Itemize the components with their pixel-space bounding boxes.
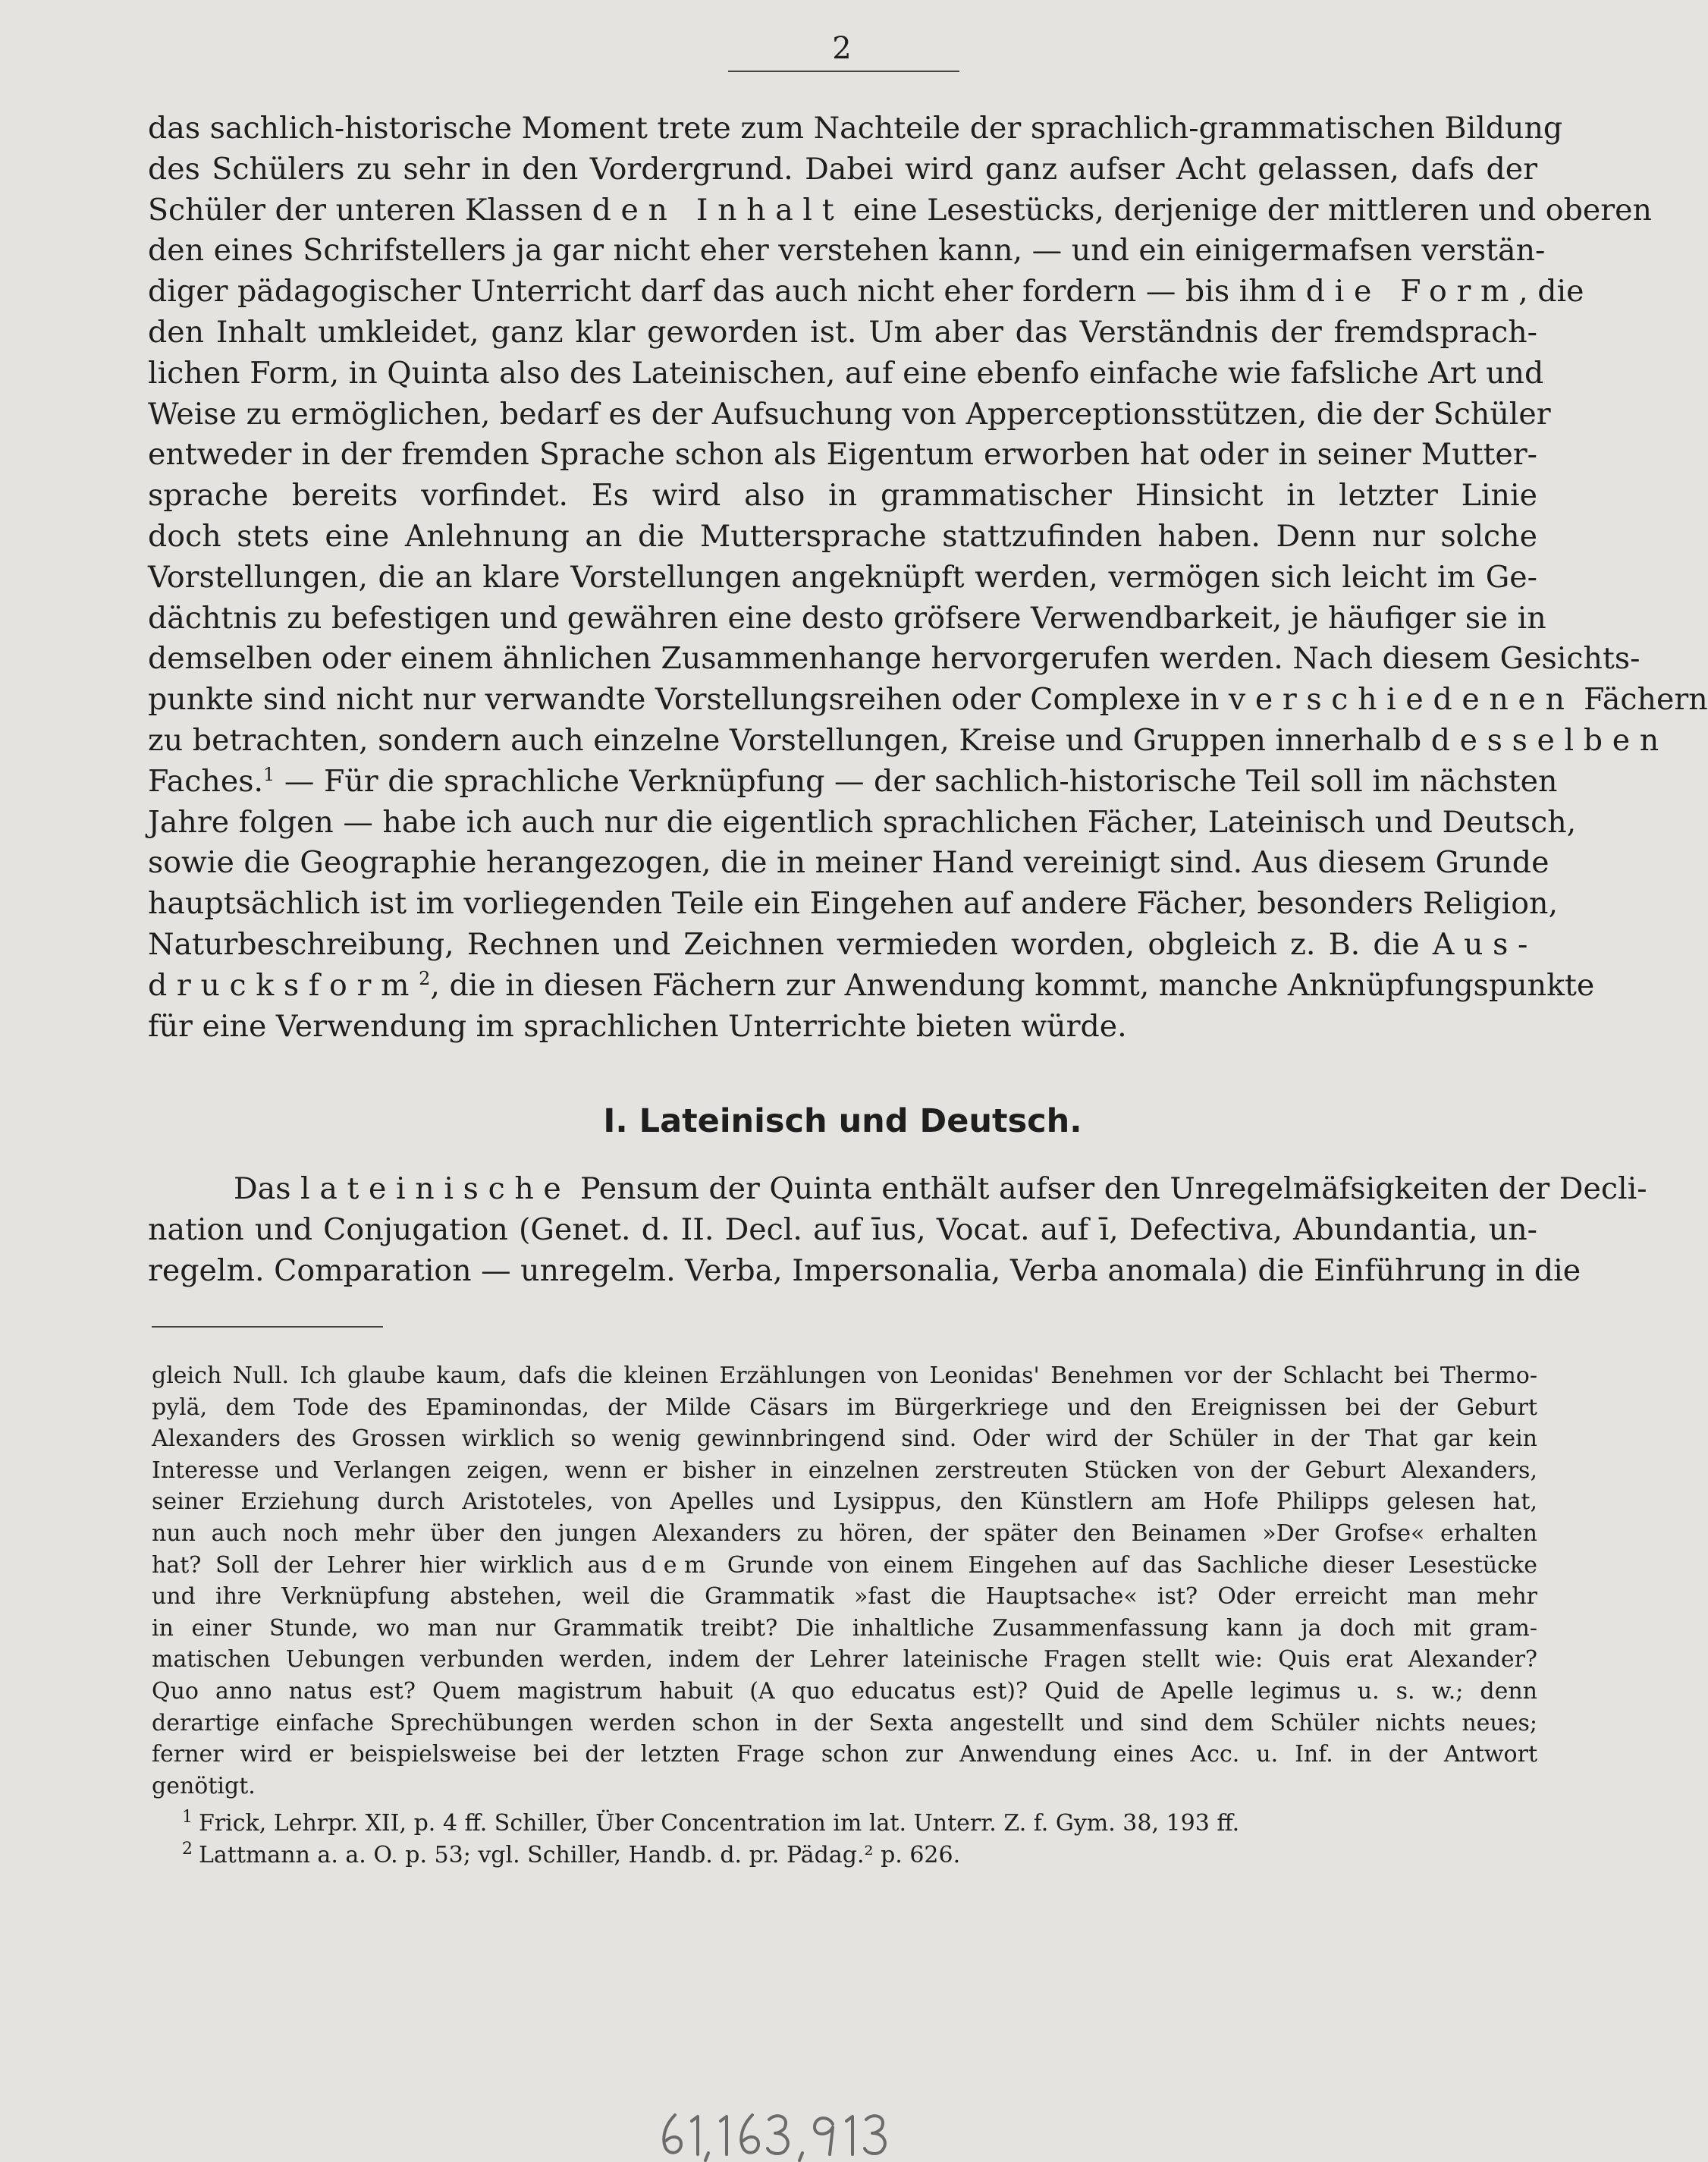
text-line: hauptsächlich ist im vorliegenden Teile ein Eingehen auf andere Fächer, besonders Religion, — [148, 886, 1559, 922]
text-line: demselben oder einem ähnlichen Zusammenhange hervorgerufen werden. Nach diesem Gesichts- — [148, 641, 1640, 677]
footnotes — [152, 1360, 1537, 1868]
emphasized-text: die Form — [1305, 274, 1519, 310]
section-heading: I. Lateinisch und Deutsch. — [603, 1102, 1082, 1140]
footnote-mark: 1 — [182, 1808, 193, 1827]
footnote-line: Alexanders des Grossen wirklich so wenig gewinnbringend sind. Oder wird der Schüler in der That gar kein — [152, 1425, 1537, 1453]
footnote-entry — [152, 1802, 1537, 1837]
emphasized-text: lateinische — [300, 1171, 571, 1206]
text-line — [148, 680, 1708, 721]
text-line — [148, 721, 1669, 762]
text-line: entweder in der fremden Sprache schon als Eigentum erworben hat oder in seiner Mutter- — [148, 437, 1537, 473]
footnote-line: Interesse und Verlangen zeigen, wenn er bisher in einzelnen zerstreuten Stücken von der Geburt Alexanders, — [152, 1457, 1537, 1484]
text-segment: Faches. — [148, 763, 264, 799]
text-line: den eines Schrifstellers ja gar nicht eher verstehen kann, — und ein einigermafsen verstän- — [148, 233, 1546, 269]
text-line — [148, 762, 1558, 803]
footnote-line: ferner wird er beispielsweise bei der letzten Frage schon zur Anwendung eines Acc. u. Inf. in der Antwort — [152, 1741, 1537, 1768]
emphasized-text: verschiedenen — [1228, 682, 1575, 718]
text-line: regelm. Comparation — unregelm. Verba, Impersonalia, Verba anomala) die Einführung in die — [148, 1253, 1581, 1288]
footnote-line: genötigt. — [152, 1772, 256, 1799]
text-line: nation und Conjugation (Genet. d. II. Decl. auf īus, Vocat. auf ī, Defectiva, Abundantia, un- — [148, 1212, 1537, 1247]
text-line: Weise zu ermöglichen, bedarf es der Aufsuchung von Apperceptionsstützen, die der Schüler — [148, 396, 1551, 432]
text-line: des Schülers zu sehr in den Vordergrund. Dabei wird ganz aufser Acht gelassen, dafs der — [148, 151, 1537, 187]
text-segment: Grunde von einem Eingehen auf das Sachliche dieser Lesestücke — [713, 1551, 1537, 1579]
footnote-line: derartige einfache Sprechübungen werden schon in der Sexta angestellt und sind dem Schüler nichts neues; — [152, 1709, 1537, 1736]
text-segment: punkte sind nicht nur verwandte Vorstellungsreihen oder Complexe in — [148, 682, 1229, 718]
text-segment: , die in diesen Fächern zur Anwendung kommt, manche Anknüpfungspunkte — [430, 967, 1595, 1003]
main-paragraph — [148, 108, 1708, 1047]
text-line: sowie die Geographie herangezogen, die in meiner Hand vereinigt sind. Aus diesem Grunde — [148, 845, 1549, 881]
footnote-line: und ihre Verknüpfung abstehen, weil die Grammatik »fast die Hauptsache« ist? Oder erreicht man mehr — [152, 1583, 1537, 1611]
footnote-text: Frick, Lehrpr. XII, p. 4 ff. Schiller, Über Concentration im lat. Unterr. Z. f. Gym. 38, 193 ff. — [199, 1810, 1240, 1837]
text-line: den Inhalt umkleidet, ganz klar geworden ist. Um aber das Verständnis der fremdsprach- — [148, 314, 1537, 350]
text-line: das sachlich-historische Moment trete zum Nachteile der sprachlich-grammatischen Bildung — [148, 111, 1563, 146]
footnote-line: gleich Null. Ich glaube kaum, dafs die kleinen Erzählungen von Leonidas' Benehmen vor der Schlacht bei Thermo- — [152, 1362, 1537, 1389]
footnote-line: seiner Erziehung durch Aristoteles, von Apelles und Lysippus, den Künstlern am Hofe Philipps gelesen hat, — [152, 1488, 1537, 1516]
text-segment: Schüler der unteren Klassen — [148, 192, 592, 228]
text-segment: eine Lesestücks, derjenige der mittleren und oberen — [843, 192, 1652, 228]
footnote-entry — [152, 1834, 1537, 1868]
footnote-separator-rule — [152, 1326, 383, 1328]
text-line: sprache bereits vorfindet. Es wird also in grammatischer Hinsicht in letzter Linie — [148, 478, 1537, 514]
text-segment: Das — [234, 1171, 301, 1206]
text-line — [148, 925, 1537, 966]
footnote-text: Lattmann a. a. O. p. 53; vgl. Schiller, Handb. d. pr. Pädag.² p. 626. — [199, 1841, 961, 1868]
footnote-line: nun auch noch mehr über den jungen Alexanders zu hören, der später den Beinamen »Der Grofse« erhalten — [152, 1519, 1537, 1547]
text-segment: Pensum der Quinta enthält aufser den Unregelmäfsigkeiten der Decli- — [570, 1171, 1647, 1206]
text-segment: Fächern — [1574, 682, 1708, 718]
text-segment: — Für die sprachliche Verknüpfung — der sachlich-historische Teil soll im nächsten — [275, 763, 1558, 799]
emphasized-text: den Inhalt — [592, 192, 844, 228]
page-number: 2 — [832, 31, 852, 66]
text-segment: zu betrachten, sondern auch einzelne Vorstellungen, Kreise und Gruppen innerhalb — [148, 722, 1431, 758]
text-line — [148, 190, 1652, 231]
text-segment: , die — [1518, 274, 1584, 310]
footnote-reference: 1 — [263, 763, 275, 785]
footnote-line: pylä, dem Tode des Epaminondas, der Milde Cäsars im Bürgerkriege und den Ereignissen bei der Geburt — [152, 1394, 1537, 1421]
footnote-line: matischen Uebungen verbunden werden, indem der Lehrer lateinische Fragen stellt wie: Quis erat Alexander? — [152, 1646, 1537, 1673]
footnote-line: in einer Stunde, wo man nur Grammatik treibt? Die inhaltliche Zusammenfassung kann ja doch mit gram- — [152, 1614, 1537, 1642]
section-paragraph — [148, 1168, 1647, 1291]
text-line: doch stets eine Anlehnung an die Muttersprache stattzufinden haben. Denn nur solche — [148, 518, 1537, 554]
text-line — [148, 1168, 1647, 1209]
text-segment: Naturbeschreibung, Rechnen und Zeichnen vermieden worden, obgleich z. B. die — [148, 926, 1433, 962]
text-line: für eine Verwendung im sprachlichen Unterrichte bieten würde. — [148, 1008, 1127, 1044]
text-line: dächtnis zu befestigen und gewähren eine desto gröfsere Verwendbarkeit, je häufiger sie in — [148, 600, 1546, 636]
handwritten-shelf-number — [654, 2109, 927, 2162]
text-line — [148, 966, 1595, 1007]
emphasized-text: desselben — [1430, 722, 1669, 758]
page-number-rule — [728, 71, 959, 72]
text-segment: hat? Soll der Lehrer hier wirklich aus — [152, 1551, 642, 1579]
text-segment: diger pädagogischer Unterricht darf das auch nicht eher fordern — bis ihm — [148, 274, 1306, 310]
footnote-line: Quo anno natus est? Quem magistrum habuit (A quo educatus est)? Quid de Apelle legimus u. s. w.; denn — [152, 1677, 1537, 1705]
emphasized-text: drucksform — [148, 967, 419, 1003]
footnote-mark: 2 — [182, 1839, 193, 1859]
emphasized-text: dem — [641, 1551, 714, 1579]
text-line — [148, 272, 1584, 313]
text-line: Jahre folgen — habe ich auch nur die eigentlich sprachlichen Fächer, Lateinisch und Deutsch, — [148, 804, 1577, 840]
footnote-line — [152, 1550, 1537, 1582]
text-line: lichen Form, in Quinta also des Lateinischen, auf eine ebenfo einfache wie fafsliche Art und — [148, 355, 1544, 391]
footnote-reference: 2 — [419, 967, 431, 989]
emphasized-text: Aus- — [1432, 926, 1537, 962]
text-line: Vorstellungen, die an klare Vorstellungen angeknüpft werden, vermögen sich leicht im Ge- — [148, 559, 1537, 595]
